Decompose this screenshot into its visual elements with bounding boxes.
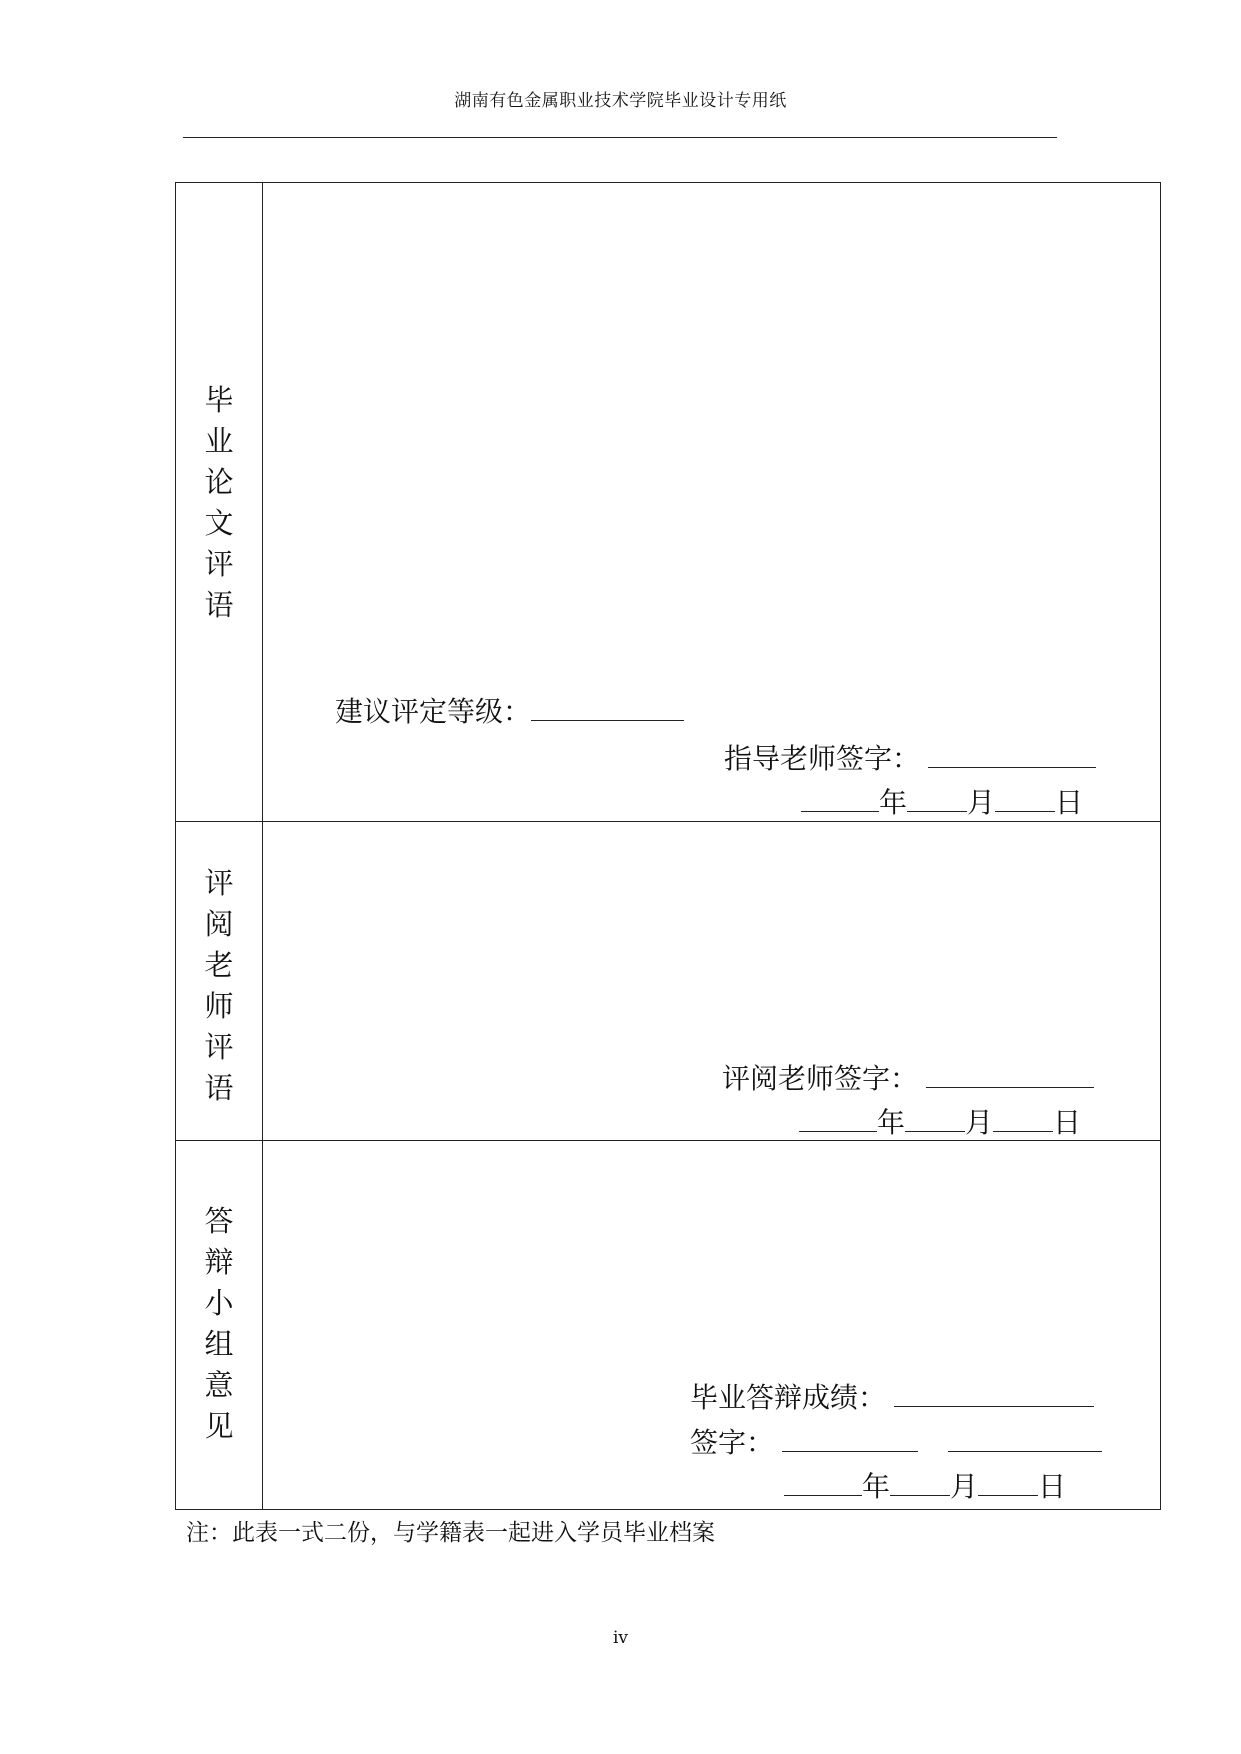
month-label: 月 xyxy=(965,1106,994,1139)
label-char: 老 xyxy=(204,948,234,982)
label-char: 答 xyxy=(204,1204,234,1238)
month-label: 月 xyxy=(967,786,996,819)
page-header-title: 湖南有色金属职业技术学院毕业设计专用纸 xyxy=(454,91,787,111)
year-label: 年 xyxy=(879,786,908,819)
year-label: 年 xyxy=(877,1106,906,1139)
year-label: 年 xyxy=(862,1470,891,1503)
thesis-comments-label xyxy=(176,380,262,626)
defense-grade-blank[interactable] xyxy=(894,1378,1094,1407)
reviewer-signature-label: 评阅老师签字： xyxy=(722,1062,919,1095)
reviewer-comments-label xyxy=(176,863,262,1109)
defense-signature-blank-2[interactable] xyxy=(948,1423,1102,1452)
label-char: 辩 xyxy=(204,1245,234,1279)
defense-year-blank[interactable] xyxy=(784,1467,862,1496)
reviewer-day-blank[interactable] xyxy=(993,1103,1053,1132)
label-char: 语 xyxy=(204,1071,234,1105)
defense-month-blank[interactable] xyxy=(890,1467,950,1496)
label-column-divider xyxy=(262,183,263,1509)
label-char: 见 xyxy=(204,1409,234,1443)
page-number: iv xyxy=(612,1628,629,1648)
row-divider-1 xyxy=(176,821,1160,822)
reviewer-month-blank[interactable] xyxy=(905,1103,965,1132)
label-char: 评 xyxy=(204,547,234,581)
reviewer-date-row xyxy=(799,1101,1081,1141)
label-char: 评 xyxy=(204,1030,234,1064)
suggested-grade-label: 建议评定等级： xyxy=(335,695,532,728)
reviewer-year-blank[interactable] xyxy=(799,1103,877,1132)
label-char: 小 xyxy=(204,1286,234,1320)
day-label: 日 xyxy=(1038,1470,1067,1503)
suggested-grade-row xyxy=(335,690,684,730)
header-rule xyxy=(183,137,1057,138)
label-char: 师 xyxy=(204,989,234,1023)
day-label: 日 xyxy=(1055,786,1084,819)
month-label: 月 xyxy=(950,1470,979,1503)
label-char: 业 xyxy=(204,424,234,458)
advisor-month-blank[interactable] xyxy=(907,783,967,812)
advisor-signature-row xyxy=(724,737,1096,777)
advisor-day-blank[interactable] xyxy=(995,783,1055,812)
advisor-year-blank[interactable] xyxy=(801,783,879,812)
reviewer-signature-blank[interactable] xyxy=(926,1059,1094,1088)
footnote: 注：此表一式二份，与学籍表一起进入学员毕业档案 xyxy=(186,1520,715,1546)
label-char: 文 xyxy=(204,506,234,540)
defense-day-blank[interactable] xyxy=(978,1467,1038,1496)
label-char: 组 xyxy=(204,1327,234,1361)
suggested-grade-blank[interactable] xyxy=(531,692,684,721)
label-char: 毕 xyxy=(204,383,234,417)
defense-opinion-label xyxy=(176,1201,262,1447)
day-label: 日 xyxy=(1053,1106,1082,1139)
label-char: 阅 xyxy=(204,907,234,941)
defense-signature-label: 签字： xyxy=(690,1426,775,1459)
evaluation-form-table xyxy=(175,182,1161,1510)
defense-signature-row xyxy=(690,1421,1102,1461)
advisor-date-row xyxy=(801,781,1083,821)
defense-date-row xyxy=(784,1465,1066,1505)
label-char: 论 xyxy=(204,465,234,499)
defense-signature-blank-1[interactable] xyxy=(782,1423,918,1452)
defense-grade-row xyxy=(690,1376,1094,1416)
label-char: 评 xyxy=(204,866,234,900)
reviewer-signature-row xyxy=(722,1057,1094,1097)
label-char: 语 xyxy=(204,588,234,622)
defense-grade-label: 毕业答辩成绩： xyxy=(690,1381,887,1414)
advisor-signature-blank[interactable] xyxy=(928,739,1096,768)
advisor-signature-label: 指导老师签字： xyxy=(724,742,921,775)
label-char: 意 xyxy=(204,1368,234,1402)
